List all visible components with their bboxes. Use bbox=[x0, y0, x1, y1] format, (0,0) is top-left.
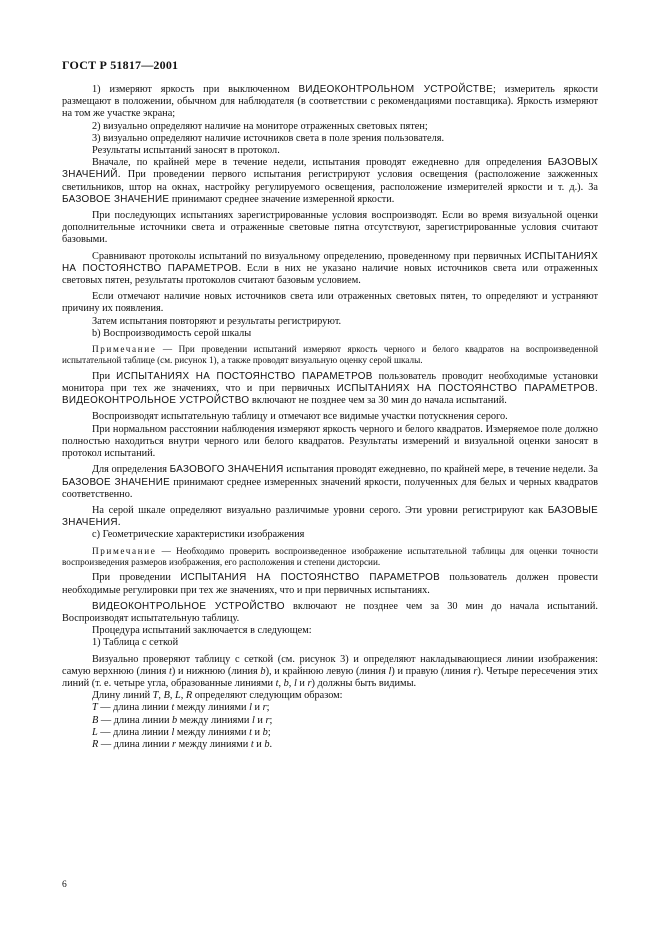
text-run: Затем испытания повторяют и результаты регистрируют. bbox=[92, 315, 342, 327]
text-run: 1) Таблица с сеткой bbox=[92, 637, 179, 649]
note-label: Примечание bbox=[92, 545, 157, 556]
text-run: — Необходимо проверить воспроизведенное изображение испытательной таблицы для оценки точности воспроизведения размеров изображения, его расположения и степени дисторсии. bbox=[62, 545, 598, 567]
term-caps: БАЗОВЫЕ ЗНАЧЕНИЯ bbox=[62, 504, 598, 529]
term-caps: ИСПЫТАНИЯХ НА ПОСТОЯНСТВО ПАРАМЕТРОВ. ВИДЕОКОНТРОЛЬНОЕ УСТРОЙСТВО bbox=[62, 383, 598, 407]
text-run: При последующих испытаниях зарегистрированные условия воспроизводят. Если во время визуальной оценки дополнительные источники света и отраженные световые пятна отсутствуют, зарегистрированные условия считают базовыми. bbox=[62, 210, 598, 246]
paragraph bbox=[62, 157, 598, 206]
text-run: включают не позднее чем за 30 мин до начала испытаний. bbox=[249, 395, 507, 407]
text-run: пользователь проводит необходимые установки монитора при тех же значениях, что и при первичных bbox=[62, 370, 598, 395]
term-caps: БАЗОВОГО ЗНАЧЕНИЯ bbox=[169, 464, 284, 476]
paragraph: R — длина линии r между линиями t и b. bbox=[92, 738, 273, 750]
text-run: На серой шкале определяют визуально различимые уровни серого. Эти уровни регистрируют как bbox=[92, 504, 548, 516]
paragraph bbox=[62, 424, 598, 461]
text-run: При проведении bbox=[92, 572, 181, 584]
term-caps: ВИДЕОКОНТРОЛЬНОМ УСТРОЙСТВЕ bbox=[298, 84, 493, 95]
paragraph: Длину линий T, B, L, R определяют следующим образом: bbox=[92, 690, 343, 702]
term-caps: ИСПЫТАНИЯ НА ПОСТОЯНСТВО ПАРАМЕТРОВ bbox=[180, 572, 441, 584]
paragraph bbox=[62, 328, 598, 340]
paragraph bbox=[62, 133, 598, 145]
term-caps: БАЗОВОЕ ЗНАЧЕНИЕ bbox=[62, 476, 170, 488]
text-run: принимают среднее значение измеренной яркости. bbox=[169, 193, 395, 205]
paragraph bbox=[62, 637, 598, 649]
text-run: 2) визуально определяют наличие на мониторе отраженных световых пятен; bbox=[92, 120, 428, 132]
text-run: . bbox=[117, 517, 121, 529]
paragraph bbox=[62, 529, 598, 541]
term-caps: БАЗОВОЕ ЗНАЧЕНИЕ bbox=[62, 193, 170, 205]
page-number: 6 bbox=[62, 880, 67, 890]
text-run: Для определения bbox=[92, 464, 170, 476]
paragraph bbox=[62, 121, 598, 133]
paragraph bbox=[62, 505, 598, 529]
text-run: . При проведении первого испытания регистрируют условия освещения (расположение зажженных светильников, штор на окнах, настройку регулируемого освещения, расположение измерителей яркости и т. д.). За bbox=[62, 169, 598, 193]
text-run: При bbox=[92, 370, 117, 382]
document-body bbox=[62, 84, 598, 751]
text-run: Процедура испытаний заключается в следующем: bbox=[92, 625, 312, 637]
paragraph: B — длина линии b между линиями l и r; bbox=[92, 714, 273, 726]
paragraph: T — длина линии t между линиями l и r; bbox=[92, 702, 270, 714]
paragraph bbox=[62, 411, 598, 423]
term-caps: ИСПЫТАНИЯХ НА ПОСТОЯНСТВО ПАРАМЕТРОВ bbox=[116, 370, 373, 382]
text-run: — При проведении испытаний измеряют яркость черного и белого квадратов на воспроизведенной испытательной таблице (см. рисунок 1), а также проводят визуальную оценку серой шкалы. bbox=[62, 344, 598, 366]
text-run: пользователь должен провести необходимые регулировки при тех же значениях, что и при первичных испытаниях. bbox=[62, 572, 598, 596]
paragraph bbox=[62, 145, 598, 157]
note-paragraph bbox=[62, 546, 598, 569]
paragraph bbox=[62, 464, 598, 501]
text-run: b) Воспроизводимость серой шкалы bbox=[92, 327, 252, 339]
paragraph bbox=[62, 251, 598, 288]
note-paragraph bbox=[62, 344, 598, 367]
text-run: Воспроизводят испытательную таблицу и отмечают все видимые участки потускнения серого. bbox=[92, 411, 508, 423]
term-caps: ИСПЫТАНИЯХ НА ПОСТОЯНСТВО ПАРАМЕТРОВ bbox=[62, 250, 598, 274]
paragraph bbox=[62, 572, 598, 596]
text-run: принимают среднее измеренных значений яркости, полученных для белых и черных квадратов соответственно. bbox=[62, 476, 598, 500]
paragraph bbox=[62, 291, 598, 315]
paragraph: L — длина линии l между линиями t и b; bbox=[92, 726, 271, 738]
document-header: ГОСТ Р 51817—2001 bbox=[62, 58, 179, 72]
paragraph bbox=[62, 210, 598, 247]
paragraph bbox=[62, 316, 598, 328]
text-run: испытания проводят ежедневно, по крайней мере, в течение недели. За bbox=[283, 464, 598, 476]
note-label: Примечание bbox=[92, 344, 157, 355]
paragraph bbox=[62, 625, 598, 637]
text-run: Результаты испытаний заносят в протокол. bbox=[92, 145, 280, 157]
text-run: Сравнивают протоколы испытаний по визуальному определению, проведенному при первичных bbox=[92, 250, 525, 262]
paragraph bbox=[62, 601, 598, 625]
paragraph bbox=[62, 371, 598, 408]
text-run: При нормальном расстоянии наблюдения измеряют яркость черного и белого квадратов. Измеряемое поле должно полностью находиться внутри черного или белого квадратов. Результаты измерений и визуальной оценки заносят в протокол испытаний. bbox=[62, 423, 598, 460]
text-run: включают не позднее чем за 30 мин до начала испытаний. Воспроизводят испытательную таблицу. bbox=[62, 600, 598, 624]
paragraph bbox=[62, 84, 598, 121]
text-run: 1) измеряют яркость при выключенном bbox=[92, 84, 299, 95]
text-run: 3) визуально определяют наличие источников света в поле зрения пользователя. bbox=[92, 132, 445, 144]
term-caps: ВИДЕОКОНТРОЛЬНОЕ УСТРОЙСТВО bbox=[92, 600, 285, 612]
paragraph: Визуально проверяют таблицу с сеткой (см. рисунок 3) и определяют накладывающиеся линии изображения: самую верхнюю (линия t) и нижнюю (линия b), и крайнюю левую (линия l) и правую (линия r). Четыре пересечения этих линий (т. е. четыре угла, образованные линиями t, b, l и r) должны быть видимы. bbox=[62, 653, 598, 689]
term-caps: БАЗОВЫХ ЗНАЧЕНИЙ bbox=[62, 157, 598, 181]
text-run: Вначале, по крайней мере в течение недели, испытания проводят ежедневно для определения bbox=[92, 157, 548, 169]
text-run: ; измеритель яркости размещают в положении, обычном для наблюдателя (в соответствии с рекомендациями поставщика). Яркость измеряют на том же участке экрана; bbox=[62, 84, 598, 120]
text-run: c) Геометрические характеристики изображения bbox=[92, 529, 305, 541]
text-run: Если отмечают наличие новых источников света или отраженных световых пятен, то определяют и устраняют причину их появления. bbox=[62, 291, 598, 315]
text-run: . Если в них не указано наличие новых источников света или отраженных световых пятен, результаты протоколов считают базовым условием. bbox=[62, 262, 598, 287]
